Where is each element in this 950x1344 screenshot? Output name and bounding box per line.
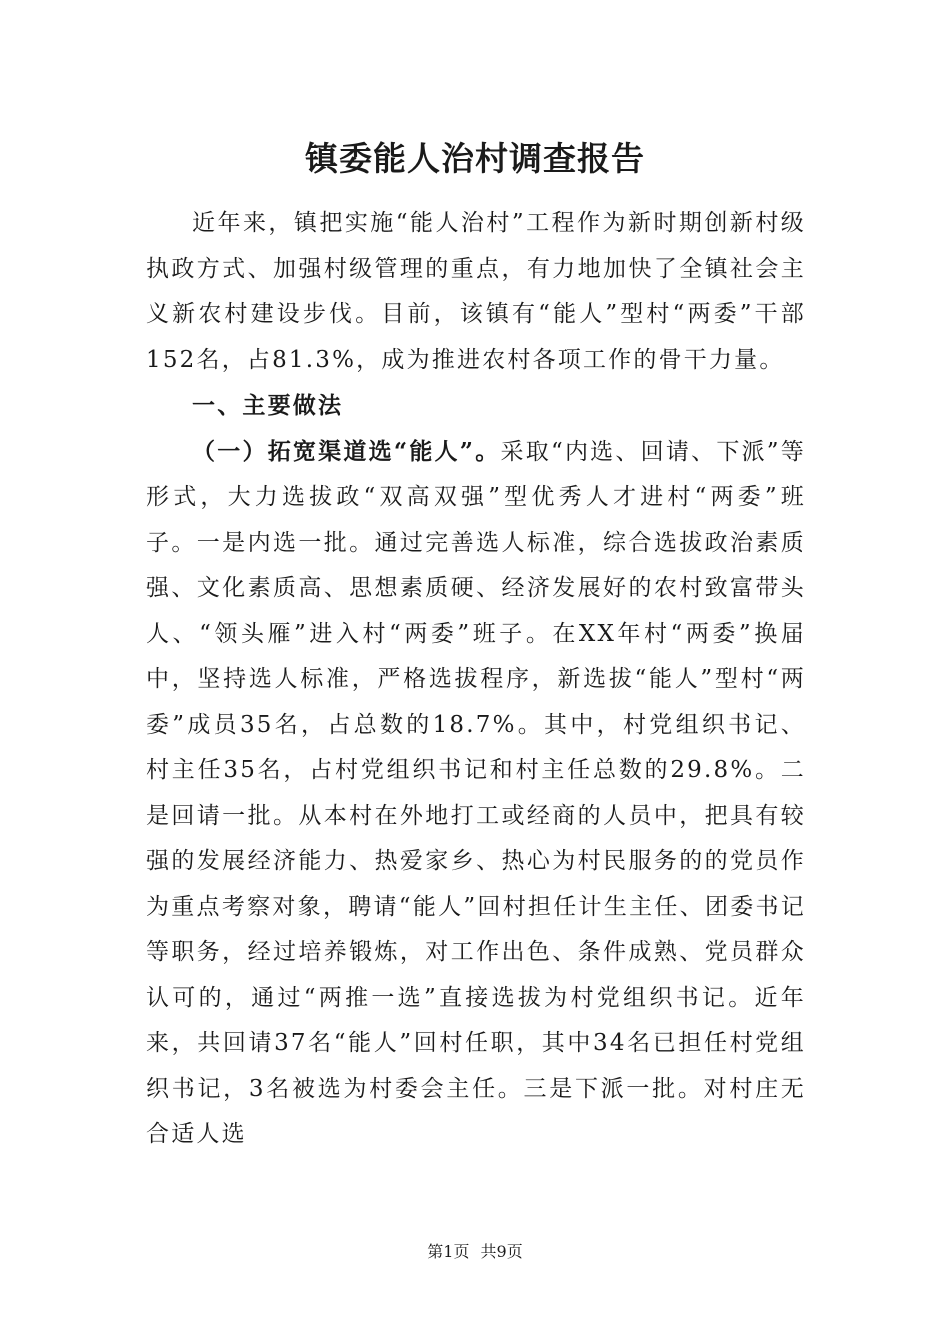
document-body [146, 201, 806, 1158]
page-footer [0, 1240, 950, 1264]
page-total: 共9页 [480, 1242, 523, 1261]
page-number: 第1页 [427, 1242, 470, 1261]
subsection-body: 采取“内选、回请、下派”等形式，大力选拔政“双高双强”型优秀人才进村“两委”班子。一是内选一批。通过完善选人标准，综合选拔政治素质强、文化素质高、思想素质硬、经济发展好的农村致富带头人、“领头雁”进入村“两委”班子。在XX年村“两委”换届中，坚持选人标准，严格选拔程序，新选拔“能人”型村“两委”成员35名，占总数的18.7%。其中，村党组织书记、村主任35名，占村党组织书记和村主任总数的29.8%。二是回请一批。从本村在外地打工或经商的人员中，把具有较强的发展经济能力、热爱家乡、热心为村民服务的的党员作为重点考察对象，聘请“能人”回村担任计生主任、团委书记等职务，经过培养锻炼，对工作出色、条件成熟、党员群众认可的，通过“两推一选”直接选拔为村党组织书记。近年来，共回请37名“能人”回村任职，其中34名已担任村党组织书记，3名被选为村委会主任。三是下派一批。对村庄无合适人选 [146, 438, 806, 1147]
section-heading: 一、主要做法 [192, 392, 344, 419]
intro-paragraph: 近年来，镇把实施“能人治村”工程作为新时期创新村级执政方式、加强村级管理的重点，有力地加快了全镇社会主义新农村建设步伐。目前，该镇有“能人”型村“两委”干部152名，占81.3%，成为推进农村各项工作的骨干力量。 [146, 210, 806, 373]
page-title: 镇委能人治村调查报告 [305, 139, 645, 178]
subsection-title: （一）拓宽渠道选“能人”。 [192, 437, 501, 465]
subsection-paragraph [146, 429, 806, 1158]
